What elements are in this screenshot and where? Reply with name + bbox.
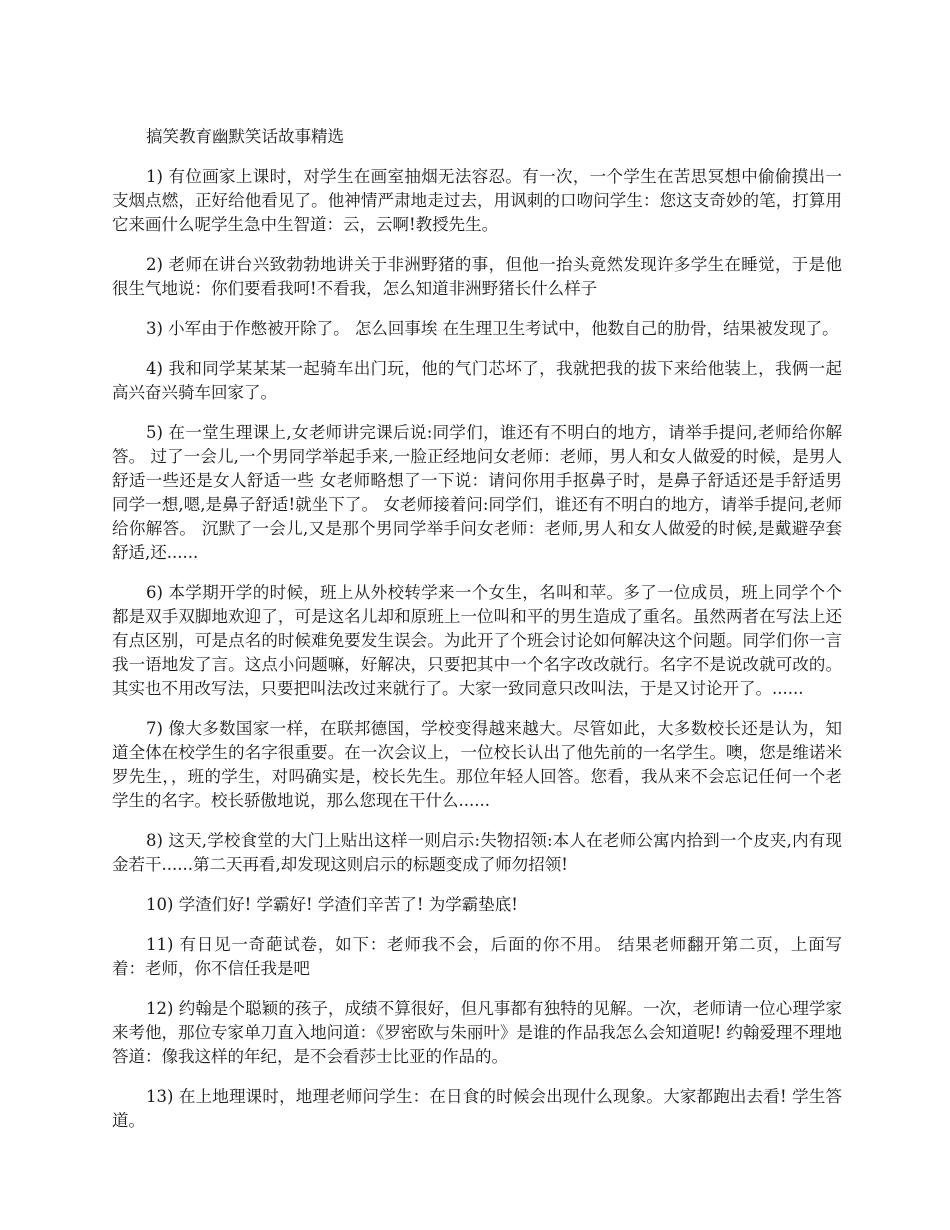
document-body xyxy=(112,125,842,1149)
joke-paragraph: 4) 我和同学某某某一起骑车出门玩，他的气门芯坏了，我就把我的拔下来给他装上，我俩一起高兴奋兴骑车回家了。 xyxy=(112,359,842,402)
document-title: 搞笑教育幽默笑话故事精选 xyxy=(146,127,344,146)
joke-paragraph: 12) 约翰是个聪颖的孩子，成绩不算很好，但凡事都有独特的见解。一次，老师请一位心理学家来考他，那位专家单刀直入地问道：《罗密欧与朱丽叶》是谁的作品我怎么会知道呢! 约翰爱理不理地答道：像我这样的年纪，是不会看莎士比亚的作品的。 xyxy=(112,999,842,1066)
joke-paragraph: 3) 小军由于作憋被开除了。 怎么回事埃 在生理卫生考试中，他数自己的肋骨，结果被发现了。 xyxy=(146,319,839,338)
joke-paragraph: 5) 在一堂生理课上,女老师讲完课后说:同学们，谁还有不明白的地方，请举手提问,老师给你解答。 过了一会儿,一个男同学举起手来,一脸正经地问女老师：老师，男人和女人做爱的时候，是男人舒适一些还是女人舒适一些 女老师略想了一下说：请问你用手抠鼻子时，是鼻子舒适还是手舒适男同学一想,嗯,是鼻子舒适!就坐下了。 女老师接着问:同学们，谁还有不明白的地方，请举手提问,老师给你解答。 沉默了一会儿,又是那个男同学举手问女老师：老师,男人和女人做爱的时候,是戴避孕套舒适,还...... xyxy=(112,423,842,562)
joke-paragraph: 11) 有日见一奇葩试卷，如下：老师我不会，后面的你不用。 结果老师翻开第二页，上面写着：老师，你不信任我是吧 xyxy=(112,935,842,978)
joke-paragraph: 6) 本学期开学的时候，班上从外校转学来一个女生，名叫和苹。多了一位成员，班上同学个个都是双手双脚地欢迎了，可是这名儿却和原班上一位叫和平的男生造成了重名。虽然两者在写法上还有点区别，可是点名的时候难免要发生误会。为此开了个班会讨论如何解决这个问题。同学们你一言我一语地发了言。这点小问题嘛，好解决，只要把其中一个名字改改就行。名字不是说改就可改的。其实也不用改写法，只要把叫法改过来就行了。大家一致同意只改叫法，于是又讨论开了。...... xyxy=(112,583,842,698)
joke-paragraph: 2) 老师在讲台兴致勃勃地讲关于非洲野猪的事，但他一抬头竟然发现许多学生在睡觉，于是他很生气地说：你们要看我呵!不看我，怎么知道非洲野猪长什么样子 xyxy=(112,255,842,298)
joke-paragraph: 7) 像大多数国家一样，在联邦德国，学校变得越来越大。尽管如此，大多数校长还是认为，知道全体在校学生的名字很重要。在一次会议上，一位校长认出了他先前的一名学生。噢，您是维诺米罗先生，，班的学生，对吗确实是，校长先生。那位年轻人回答。您看，我从来不会忘记任何一个老学生的名字。校长骄傲地说，那么您现在干什么...... xyxy=(112,719,842,810)
joke-paragraph: 10) 学渣们好! 学霸好! 学渣们辛苦了! 为学霸垫底! xyxy=(146,895,518,914)
joke-paragraph: 13) 在上地理课时，地理老师问学生：在日食的时候会出现什么现象。大家都跑出去看! 学生答道。 xyxy=(112,1087,842,1130)
joke-paragraph: 8) 这天,学校食堂的大门上贴出这样一则启示:失物招领:本人在老师公寓内拾到一个皮夹,内有现金若干......第二天再看,却发现这则启示的标题变成了师勿招领! xyxy=(112,831,842,874)
joke-paragraph: 1) 有位画家上课时，对学生在画室抽烟无法容忍。有一次，一个学生在苦思冥想中偷偷摸出一支烟点燃，正好给他看见了。他神情严肃地走过去，用讽刺的口吻问学生：您这支奇妙的笔，打算用它来画什么呢学生急中生智道：云，云啊!教授先生。 xyxy=(112,167,842,234)
